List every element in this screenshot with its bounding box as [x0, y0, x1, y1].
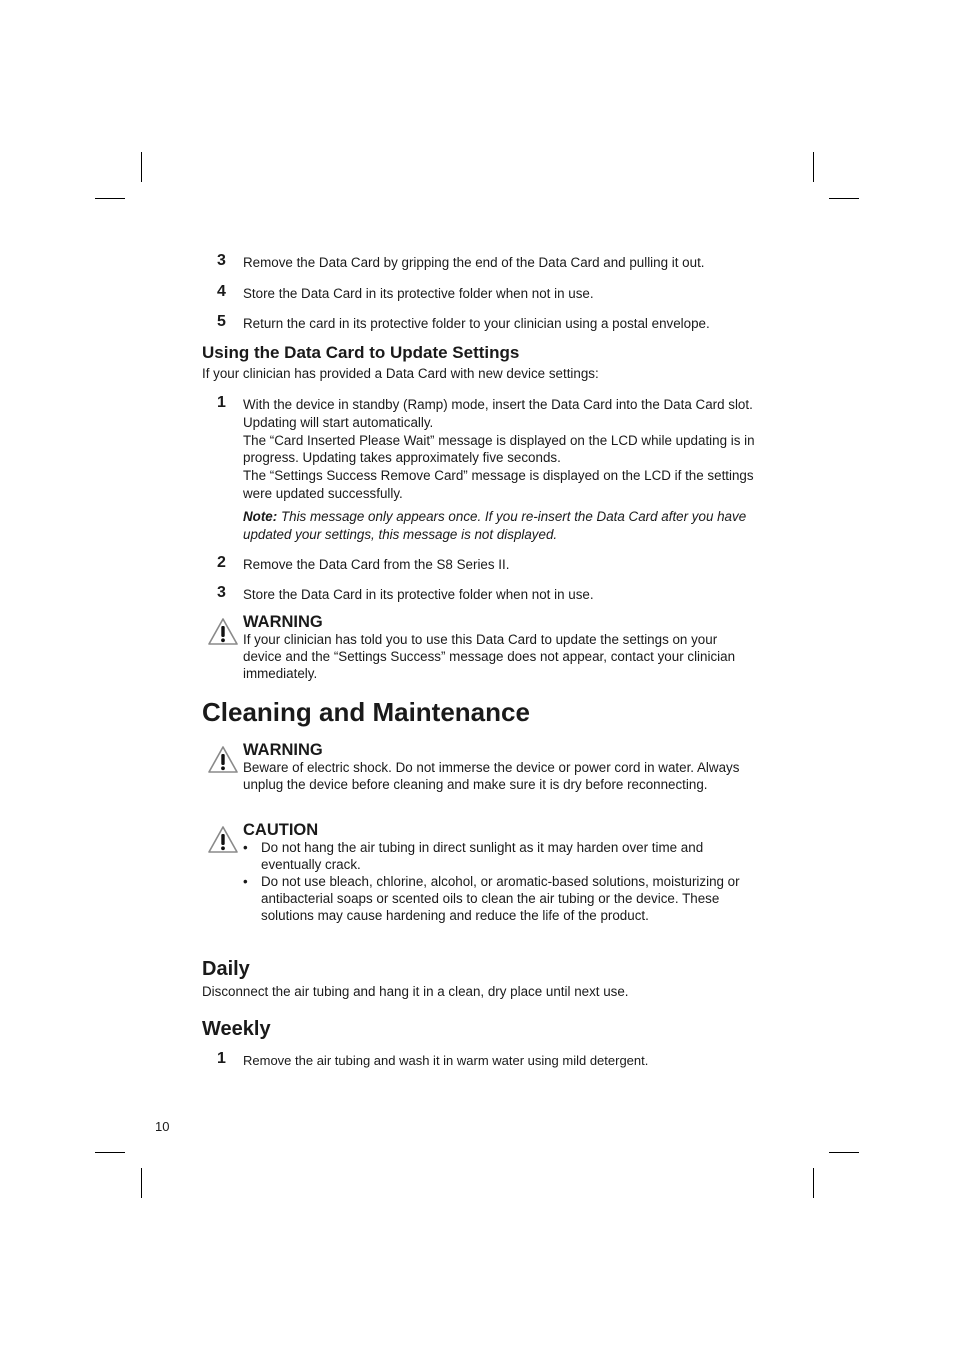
step-text: Return the card in its protective folder to your clinician using a postal envelope.: [243, 316, 710, 331]
crop-mark-bottom-right-horizontal: [829, 1152, 859, 1153]
caution-item-text: Do not hang the air tubing in direct sunlight as it may harden over time and eventually crack.: [261, 840, 704, 872]
step-number: 3: [217, 584, 226, 601]
step-line-card-inserted: The “Card Inserted Please Wait” message is displayed on the LCD while updating is in progress. Updating takes approximately five seconds.: [243, 432, 755, 466]
crop-mark-top-left-vertical: [141, 152, 142, 182]
crop-mark-top-left-horizontal: [95, 198, 125, 199]
cleaning-maintenance-heading: Cleaning and Maintenance: [202, 697, 530, 727]
daily-heading: Daily: [202, 958, 250, 980]
update-settings-intro: If your clinician has provided a Data Card with new device settings:: [202, 366, 599, 381]
crop-mark-bottom-left-horizontal: [95, 1152, 125, 1153]
note-text: This message only appears once. If you re-insert the Data Card after you have updated your settings, this message is not displayed.: [243, 509, 747, 542]
crop-mark-bottom-left-vertical: [141, 1168, 142, 1198]
step-text: Store the Data Card in its protective folder when not in use.: [243, 587, 594, 602]
step-text: Remove the Data Card from the S8 Series II.: [243, 557, 510, 572]
step-number: 5: [217, 313, 226, 330]
step-text: Remove the Data Card by gripping the end of the Data Card and pulling it out.: [243, 255, 705, 270]
crop-mark-top-right-vertical: [813, 152, 814, 182]
crop-mark-bottom-right-vertical: [813, 1168, 814, 1198]
caution-item: [243, 840, 755, 874]
bullet: •: [243, 873, 248, 889]
warning-triangle-icon: [207, 825, 239, 855]
warning-text: If your clinician has told you to use this Data Card to update the settings on your device and the “Settings Success” message does not appear, contact your clinician immediately.: [243, 632, 736, 681]
update-settings-heading: Using the Data Card to Update Settings: [202, 343, 520, 362]
warning-title: WARNING: [243, 613, 323, 631]
step-text: [243, 396, 755, 503]
step-text: Store the Data Card in its protective folder when not in use.: [243, 286, 594, 301]
note-label: Note:: [243, 509, 278, 524]
caution-title: CAUTION: [243, 821, 319, 839]
step-text: Remove the air tubing and wash it in warm water using mild detergent.: [243, 1053, 649, 1068]
step-number: 3: [217, 252, 226, 269]
step-line-settings-success: The “Settings Success Remove Card” message is displayed on the LCD if the settings were updated successfully.: [243, 468, 754, 501]
weekly-heading: Weekly: [202, 1018, 271, 1040]
caution-item: [243, 874, 755, 925]
crop-mark-top-right-horizontal: [829, 198, 859, 199]
warning-text: Beware of electric shock. Do not immerse the device or power cord in water. Always unplug the device before cleaning and make sure it is dry before reconnecting.: [243, 760, 740, 792]
caution-list: [243, 840, 755, 925]
warning-triangle-icon: [207, 617, 239, 647]
daily-text: Disconnect the air tubing and hang it in a clean, dry place until next use.: [202, 984, 629, 999]
page-number: 10: [155, 1119, 170, 1134]
step-number: 4: [217, 283, 226, 300]
step-number: 1: [217, 1050, 226, 1067]
warning-triangle-icon: [207, 745, 239, 775]
step-number: 1: [217, 394, 226, 411]
bullet: •: [243, 840, 248, 855]
step-number: 2: [217, 554, 226, 571]
warning-title: WARNING: [243, 741, 323, 759]
note-paragraph: [243, 508, 755, 544]
step-line-insert: With the device in standby (Ramp) mode, insert the Data Card into the Data Card slot. Updating will start automatically.: [243, 397, 753, 430]
caution-item-text: Do not use bleach, chlorine, alcohol, or aromatic-based solutions, moisturizing or antibacterial soaps or scented oils to clean the air tubing or the device. These solutions may cause hardening and reduce the life of the product.: [261, 873, 740, 923]
